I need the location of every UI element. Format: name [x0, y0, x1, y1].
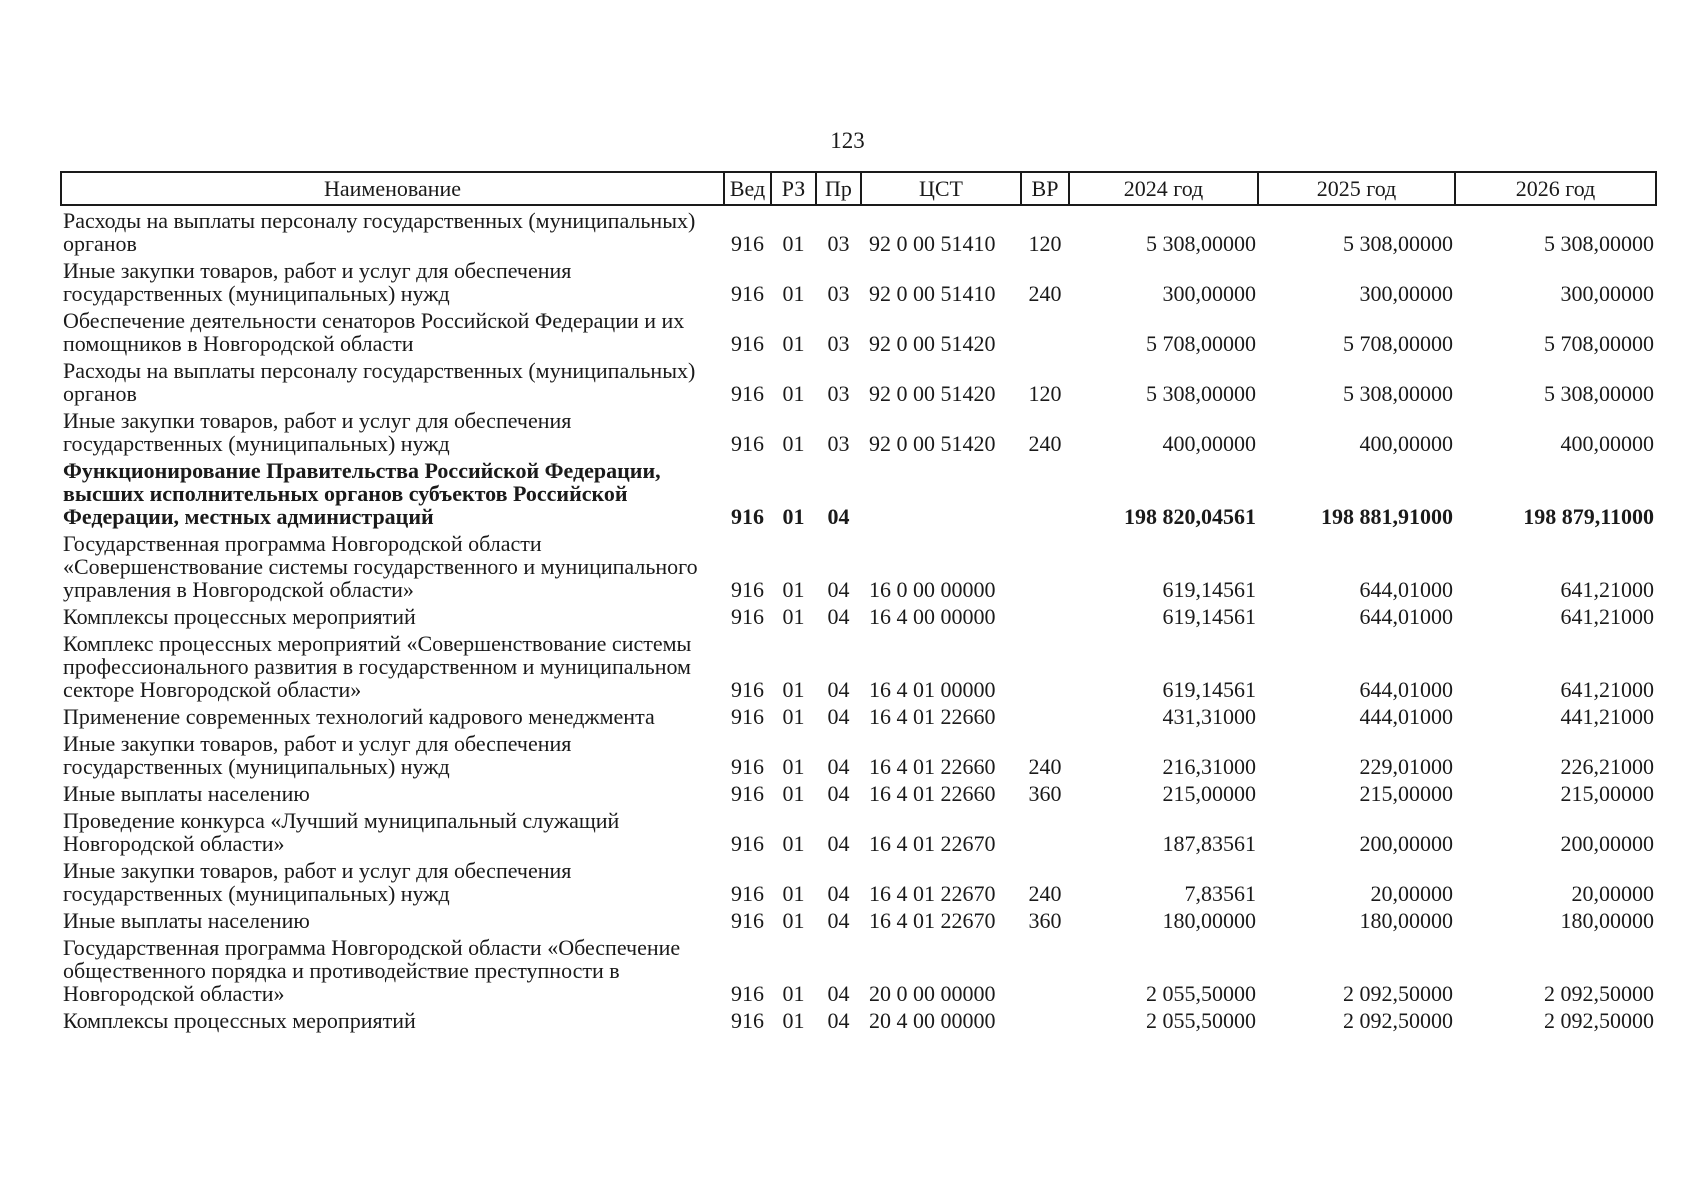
cell-rz: 01 [782, 781, 805, 806]
cell-y2026: 180,00000 [1560, 908, 1654, 933]
cell-y2026: 400,00000 [1560, 431, 1654, 456]
cell-cst: 16 4 01 22660 [869, 704, 996, 729]
cell-y2026: 2 092,50000 [1544, 981, 1654, 1006]
cell-cst [861, 456, 1021, 529]
cell-pr: 03 [827, 331, 850, 356]
cell-y2024: 300,00000 [1162, 281, 1256, 306]
cell-y2025: 400,00000 [1359, 431, 1453, 456]
cell-cst: 16 4 01 22670 [869, 908, 996, 933]
cell-ved: 916 [731, 754, 764, 779]
cell-y2025: 300,00000 [1359, 281, 1453, 306]
cell-pr: 04 [827, 981, 850, 1006]
cell-rz: 01 [782, 331, 805, 356]
cell-y2024: 180,00000 [1162, 908, 1256, 933]
cell-ved: 916 [731, 831, 764, 856]
cell-ved: 916 [731, 781, 764, 806]
cell-name: Иные закупки товаров, работ и услуг для обеспечения государственных (муниципальных) нужд [63, 858, 572, 906]
cell-y2025: 2 092,50000 [1343, 1008, 1453, 1033]
cell-y2024: 7,83561 [1184, 881, 1256, 906]
cell-ved: 916 [731, 281, 764, 306]
cell-pr: 04 [827, 704, 850, 729]
cell-cst: 92 0 00 51420 [869, 381, 996, 406]
cell-pr: 04 [827, 577, 850, 602]
table-header [61, 172, 1656, 205]
cell-name: Комплексы процессных мероприятий [63, 1008, 416, 1033]
cell-vr: 240 [1028, 281, 1062, 306]
cell-vr: 360 [1028, 781, 1062, 806]
cell-cst: 16 0 00 00000 [869, 577, 996, 602]
cell-pr: 03 [827, 281, 850, 306]
cell-cst: 16 4 01 22660 [869, 781, 996, 806]
cell-y2026: 200,00000 [1560, 831, 1654, 856]
cell-ved: 916 [731, 881, 764, 906]
cell-rz: 01 [782, 231, 805, 256]
cell-pr: 04 [827, 781, 850, 806]
cell-ved: 916 [731, 577, 764, 602]
cell-ved: 916 [731, 231, 764, 256]
cell-cst: 20 4 00 00000 [869, 1008, 996, 1033]
table-row [61, 906, 1656, 933]
cell-name: Иные закупки товаров, работ и услуг для обеспечения государственных (муниципальных) нужд [63, 408, 572, 456]
cell-name: Расходы на выплаты персоналу государственных (муниципальных) органов [63, 208, 696, 256]
header-name: Наименование [61, 172, 724, 205]
cell-rz: 01 [782, 577, 805, 602]
cell-rz: 01 [782, 754, 805, 779]
cell-y2024: 2 055,50000 [1146, 1008, 1256, 1033]
cell-y2026: 5 708,00000 [1544, 331, 1654, 356]
cell-vr: 360 [1028, 908, 1062, 933]
cell-y2025: 644,01000 [1359, 677, 1453, 702]
cell-y2025: 644,01000 [1359, 577, 1453, 602]
cell-y2024: 619,14561 [1162, 577, 1256, 602]
table-row [61, 729, 1656, 779]
cell-y2025: 644,01000 [1359, 604, 1453, 629]
cell-ved: 916 [731, 431, 764, 456]
cell-y2026: 5 308,00000 [1544, 231, 1654, 256]
cell-cst: 16 4 01 22670 [869, 831, 996, 856]
header-vr: ВР [1021, 172, 1069, 205]
table-row [61, 702, 1656, 729]
header-cst: ЦСТ [861, 172, 1021, 205]
cell-y2026: 641,21000 [1560, 604, 1654, 629]
cell-y2025: 5 708,00000 [1343, 331, 1453, 356]
cell-cst: 92 0 00 51420 [869, 431, 996, 456]
cell-pr: 04 [827, 1008, 850, 1033]
cell-y2025: 200,00000 [1359, 831, 1453, 856]
cell-pr: 04 [827, 881, 850, 906]
table-row [61, 856, 1656, 906]
cell-y2025: 5 308,00000 [1343, 381, 1453, 406]
cell-vr [1021, 306, 1069, 356]
cell-rz: 01 [782, 431, 805, 456]
cell-ved: 916 [731, 1008, 764, 1033]
cell-rz: 01 [782, 981, 805, 1006]
cell-y2024: 5 308,00000 [1146, 381, 1256, 406]
header-pr: Пр [816, 172, 861, 205]
table-row [61, 529, 1656, 602]
cell-y2026: 641,21000 [1560, 677, 1654, 702]
header-2025: 2025 год [1258, 172, 1455, 205]
table-row [61, 306, 1656, 356]
cell-pr: 04 [827, 677, 850, 702]
cell-y2026: 198 879,11000 [1523, 504, 1654, 529]
cell-y2024: 198 820,04561 [1124, 504, 1256, 529]
header-ved: Вед [724, 172, 771, 205]
cell-ved: 916 [731, 604, 764, 629]
cell-name: Расходы на выплаты персоналу государственных (муниципальных) органов [63, 358, 696, 406]
cell-rz: 01 [782, 604, 805, 629]
cell-ved: 916 [731, 704, 764, 729]
cell-vr: 240 [1028, 754, 1062, 779]
header-2024: 2024 год [1069, 172, 1258, 205]
cell-rz: 01 [782, 908, 805, 933]
cell-y2024: 5 308,00000 [1146, 231, 1256, 256]
cell-vr: 120 [1028, 231, 1062, 256]
cell-pr: 03 [827, 431, 850, 456]
table-row [61, 629, 1656, 702]
table-row [61, 406, 1656, 456]
cell-vr [1021, 629, 1069, 702]
cell-name: Комплексы процессных мероприятий [63, 604, 416, 629]
cell-rz: 01 [782, 704, 805, 729]
cell-vr: 240 [1028, 881, 1062, 906]
cell-y2026: 215,00000 [1560, 781, 1654, 806]
cell-rz: 01 [782, 381, 805, 406]
cell-y2024: 187,83561 [1162, 831, 1256, 856]
cell-y2024: 431,31000 [1162, 704, 1256, 729]
cell-name: Иные выплаты населению [63, 781, 310, 806]
cell-name: Государственная программа Новгородской области «Совершенствование системы государственного и муниципального управления в Новгородской области» [63, 531, 698, 602]
budget-table [60, 171, 1657, 1033]
table-row [61, 205, 1656, 256]
cell-pr: 04 [827, 908, 850, 933]
cell-cst: 16 4 01 00000 [869, 677, 996, 702]
cell-y2025: 2 092,50000 [1343, 981, 1453, 1006]
table-row [61, 456, 1656, 529]
cell-pr: 04 [827, 831, 850, 856]
cell-cst: 16 4 01 22660 [869, 754, 996, 779]
cell-rz: 01 [782, 281, 805, 306]
cell-rz: 01 [782, 881, 805, 906]
cell-ved: 916 [731, 381, 764, 406]
cell-pr: 04 [827, 754, 850, 779]
cell-name: Обеспечение деятельности сенаторов Российской Федерации и их помощников в Новгородской области [63, 308, 685, 356]
cell-y2024: 215,00000 [1162, 781, 1256, 806]
cell-cst: 16 4 00 00000 [869, 604, 996, 629]
cell-y2026: 5 308,00000 [1544, 381, 1654, 406]
cell-y2024: 619,14561 [1162, 604, 1256, 629]
cell-pr: 03 [827, 381, 850, 406]
cell-y2025: 444,01000 [1359, 704, 1453, 729]
cell-y2026: 441,21000 [1560, 704, 1654, 729]
table-body [61, 205, 1656, 1033]
cell-vr [1021, 456, 1069, 529]
cell-pr: 04 [827, 504, 850, 529]
cell-cst: 92 0 00 51420 [869, 331, 996, 356]
cell-cst: 20 0 00 00000 [869, 981, 996, 1006]
cell-name: Иные закупки товаров, работ и услуг для обеспечения государственных (муниципальных) нужд [63, 731, 572, 779]
cell-y2026: 20,00000 [1571, 881, 1654, 906]
cell-ved: 916 [731, 981, 764, 1006]
cell-y2026: 226,21000 [1560, 754, 1654, 779]
cell-y2025: 20,00000 [1370, 881, 1453, 906]
cell-cst: 92 0 00 51410 [869, 281, 996, 306]
cell-name: Применение современных технологий кадрового менеджмента [63, 704, 655, 729]
page-number: 123 [830, 128, 865, 153]
cell-name: Функционирование Правительства Российской Федерации, высших исполнительных органов субъектов Российской Федерации, местных администраций [63, 458, 661, 529]
cell-ved: 916 [731, 331, 764, 356]
cell-rz: 01 [782, 831, 805, 856]
cell-y2025: 180,00000 [1359, 908, 1453, 933]
cell-vr [1021, 702, 1069, 729]
cell-cst: 92 0 00 51410 [869, 231, 996, 256]
cell-name: Комплекс процессных мероприятий «Совершенствование системы профессионального развития в государственном и муниципальном секторе Новгородской области» [63, 631, 692, 702]
cell-y2024: 2 055,50000 [1146, 981, 1256, 1006]
cell-vr [1021, 529, 1069, 602]
cell-vr [1021, 602, 1069, 629]
cell-ved: 916 [731, 677, 764, 702]
cell-ved: 916 [731, 908, 764, 933]
table-row [61, 602, 1656, 629]
cell-y2026: 300,00000 [1560, 281, 1654, 306]
table-row [61, 779, 1656, 806]
cell-name: Иные закупки товаров, работ и услуг для обеспечения государственных (муниципальных) нужд [63, 258, 572, 306]
cell-y2025: 229,01000 [1359, 754, 1453, 779]
cell-y2024: 400,00000 [1162, 431, 1256, 456]
cell-y2024: 619,14561 [1162, 677, 1256, 702]
cell-y2025: 215,00000 [1359, 781, 1453, 806]
cell-pr: 03 [827, 231, 850, 256]
table-row [61, 356, 1656, 406]
cell-y2026: 641,21000 [1560, 577, 1654, 602]
cell-vr [1021, 806, 1069, 856]
cell-rz: 01 [782, 1008, 805, 1033]
cell-y2025: 5 308,00000 [1343, 231, 1453, 256]
cell-y2026: 2 092,50000 [1544, 1008, 1654, 1033]
cell-y2024: 216,31000 [1162, 754, 1256, 779]
table-row [61, 1006, 1656, 1033]
cell-name: Проведение конкурса «Лучший муниципальный служащий Новгородской области» [63, 808, 620, 856]
table-row [61, 256, 1656, 306]
header-2026: 2026 год [1455, 172, 1656, 205]
table-row [61, 806, 1656, 856]
cell-vr: 120 [1028, 381, 1062, 406]
table-row [61, 933, 1656, 1006]
cell-vr: 240 [1028, 431, 1062, 456]
cell-rz: 01 [782, 677, 805, 702]
cell-vr [1021, 1006, 1069, 1033]
cell-cst: 16 4 01 22670 [869, 881, 996, 906]
cell-y2025: 198 881,91000 [1321, 504, 1453, 529]
cell-pr: 04 [827, 604, 850, 629]
cell-ved: 916 [731, 504, 764, 529]
cell-name: Иные выплаты населению [63, 908, 310, 933]
header-rz: РЗ [771, 172, 816, 205]
cell-y2024: 5 708,00000 [1146, 331, 1256, 356]
cell-rz: 01 [782, 504, 805, 529]
cell-name: Государственная программа Новгородской области «Обеспечение общественного порядка и противодействие преступности в Новгородской области» [63, 935, 681, 1006]
cell-vr [1021, 933, 1069, 1006]
